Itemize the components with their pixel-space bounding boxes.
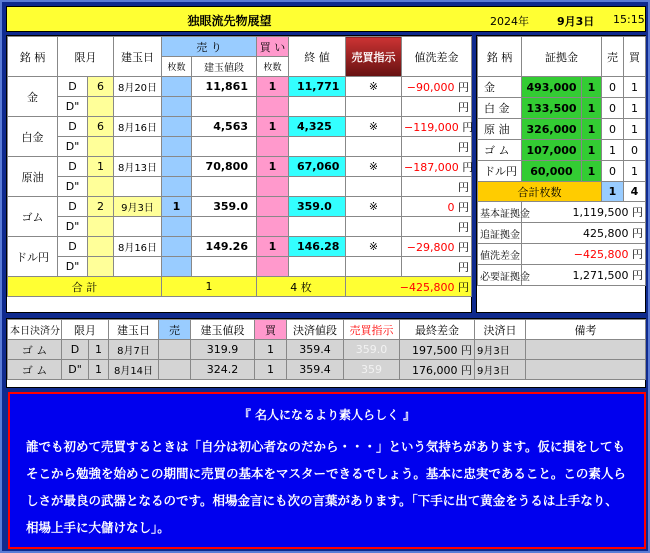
side-c1: 1 xyxy=(582,161,602,182)
row-name: 白金 xyxy=(8,117,58,157)
settled-header-signal: 売買指示 xyxy=(344,320,400,340)
row-diff-value: −187,000 xyxy=(404,160,459,174)
settled-diff xyxy=(400,340,475,360)
settled-yen: 円 xyxy=(461,363,472,377)
summary-label: 追証拠金 xyxy=(478,223,522,244)
settled-header-name: 本日決済分 xyxy=(8,320,62,340)
side-c3: 1 xyxy=(624,98,646,119)
summary-amount: 425,800 xyxy=(583,227,629,240)
row-month2 xyxy=(88,257,114,277)
side-name: 原 油 xyxy=(478,119,522,140)
side-c1: 1 xyxy=(582,77,602,98)
row-month2 xyxy=(88,97,114,117)
side-header-kai: 買 xyxy=(624,37,646,77)
side-margin: 60,000 xyxy=(522,161,582,182)
row-diff xyxy=(402,117,472,137)
total-label: 合 計 xyxy=(8,277,162,297)
row-gendo: D xyxy=(58,117,88,137)
settled-date: 8月7日 xyxy=(109,340,159,360)
settled-diff-value: 197,500 xyxy=(412,343,458,357)
side-margin: 133,500 xyxy=(522,98,582,119)
header-buy-count: 枚数 xyxy=(257,57,289,77)
row-month: 1 xyxy=(88,157,114,177)
row-price: 4,563 xyxy=(192,117,257,137)
header-sell-count: 枚数 xyxy=(162,57,192,77)
row-price2 xyxy=(192,137,257,157)
row-close: 359.0 xyxy=(289,197,346,217)
position-subrow xyxy=(8,257,472,277)
row-sell: 1 xyxy=(162,197,192,217)
side-margin: 326,000 xyxy=(522,119,582,140)
row-month2 xyxy=(88,217,114,237)
settled-settle: 359.4 xyxy=(287,340,344,360)
side-c1: 1 xyxy=(582,119,602,140)
row-sell xyxy=(162,77,192,97)
row-date2 xyxy=(114,257,162,277)
row-price: 70,800 xyxy=(192,157,257,177)
settled-header-gendo: 限月 xyxy=(62,320,109,340)
position-row xyxy=(8,237,472,257)
row-buy: 1 xyxy=(257,117,289,137)
row-sell2 xyxy=(162,177,192,197)
settled-table xyxy=(7,319,646,380)
header-diff: 値洗差金 xyxy=(402,37,472,77)
settled-date: 8月14日 xyxy=(109,360,159,380)
row-buy2 xyxy=(257,217,289,237)
summary-row xyxy=(478,202,646,223)
side-c2: 0 xyxy=(602,119,624,140)
row-diff-value: −29,800 xyxy=(406,240,455,254)
row-gendo: D xyxy=(58,197,88,217)
row-yen: 円 xyxy=(458,200,469,214)
row-buy2 xyxy=(257,97,289,117)
row-gendo2: D" xyxy=(58,257,88,277)
row-close: 4,325 xyxy=(289,117,346,137)
side-c3: 1 xyxy=(624,119,646,140)
settled-panel xyxy=(6,318,646,388)
summary-value xyxy=(522,244,646,265)
row-mark2 xyxy=(346,137,402,157)
margin-table xyxy=(477,36,646,320)
summary-amount: −425,800 xyxy=(573,248,629,261)
side-c2: 0 xyxy=(602,98,624,119)
date-year: 2024年 xyxy=(490,15,529,28)
row-month: 2 xyxy=(88,197,114,217)
row-diff2: 円 xyxy=(402,137,472,157)
margin-panel xyxy=(476,35,646,313)
row-close: 146.28 xyxy=(289,237,346,257)
row-sell2 xyxy=(162,257,192,277)
total-diff xyxy=(346,277,472,297)
row-month: 6 xyxy=(88,117,114,137)
margin-row xyxy=(478,77,646,98)
row-mark: ※ xyxy=(346,197,402,217)
settled-sell xyxy=(159,360,191,380)
settled-gendo: D xyxy=(62,340,89,360)
total-buy-value: 4 xyxy=(290,280,298,294)
row-date: 8月16日 xyxy=(114,117,162,137)
title-bar xyxy=(6,6,646,32)
margin-row xyxy=(478,98,646,119)
row-gendo2: D" xyxy=(58,177,88,197)
row-mark: ※ xyxy=(346,77,402,97)
summary-yen: 円 xyxy=(632,227,643,240)
row-mark: ※ xyxy=(346,117,402,137)
row-date: 9月3日 xyxy=(114,197,162,217)
settled-header-price: 建玉値段 xyxy=(191,320,255,340)
row-close2 xyxy=(289,137,346,157)
settled-month: 1 xyxy=(89,340,109,360)
row-month: 6 xyxy=(88,77,114,97)
signal-button[interactable]: 売買指示 xyxy=(346,37,402,77)
row-yen: 円 xyxy=(458,80,469,94)
row-close2 xyxy=(289,177,346,197)
side-name: 白 金 xyxy=(478,98,522,119)
summary-label: 基本証拠金 xyxy=(478,202,522,223)
summary-row xyxy=(478,265,646,286)
row-close: 11,771 xyxy=(289,77,346,97)
settled-sell xyxy=(159,340,191,360)
settled-yen: 円 xyxy=(461,343,472,357)
row-close2 xyxy=(289,257,346,277)
row-month2 xyxy=(88,137,114,157)
row-diff-value: −119,000 xyxy=(404,120,459,134)
row-sell xyxy=(162,157,192,177)
side-header-meigara: 銘 柄 xyxy=(478,37,522,77)
row-diff xyxy=(402,77,472,97)
summary-yen: 円 xyxy=(632,248,643,261)
positions-panel xyxy=(6,35,472,313)
row-gendo2: D" xyxy=(58,137,88,157)
settled-signal: 359.0 xyxy=(344,340,400,360)
side-name: ゴ ム xyxy=(478,140,522,161)
header-kai: 買 い xyxy=(257,37,289,57)
row-mark: ※ xyxy=(346,237,402,257)
row-month xyxy=(88,237,114,257)
summary-value xyxy=(522,223,646,244)
side-c3: 1 xyxy=(624,77,646,98)
row-diff-value: −90,000 xyxy=(406,80,455,94)
row-gendo: D xyxy=(58,77,88,97)
row-price2 xyxy=(192,217,257,237)
settled-sdate: 9月3日 xyxy=(475,360,526,380)
row-mark: ※ xyxy=(346,157,402,177)
settled-note xyxy=(526,340,646,360)
row-sell2 xyxy=(162,137,192,157)
summary-label: 必要証拠金 xyxy=(478,265,522,286)
row-price: 11,861 xyxy=(192,77,257,97)
position-subrow xyxy=(8,177,472,197)
settled-row xyxy=(8,360,646,380)
settled-settle: 359.4 xyxy=(287,360,344,380)
side-name: ドル円 xyxy=(478,161,522,182)
row-month2 xyxy=(88,177,114,197)
settled-buy: 1 xyxy=(255,360,287,380)
row-diff xyxy=(402,157,472,177)
header-uri: 売 り xyxy=(162,37,257,57)
settled-note xyxy=(526,360,646,380)
row-buy xyxy=(257,197,289,217)
header-close: 終 値 xyxy=(289,37,346,77)
settled-name: ゴ ム xyxy=(8,360,62,380)
row-buy: 1 xyxy=(257,157,289,177)
settled-month: 1 xyxy=(89,360,109,380)
row-date2 xyxy=(114,217,162,237)
row-name: 金 xyxy=(8,77,58,117)
row-buy2 xyxy=(257,257,289,277)
settled-price: 319.9 xyxy=(191,340,255,360)
header-tateprice: 建玉値段 xyxy=(192,57,257,77)
row-buy: 1 xyxy=(257,77,289,97)
row-gendo: D xyxy=(58,157,88,177)
settled-name: ゴ ム xyxy=(8,340,62,360)
settled-row xyxy=(8,340,646,360)
side-c2: 1 xyxy=(602,140,624,161)
settled-header-uri: 売 xyxy=(159,320,191,340)
row-mark2 xyxy=(346,257,402,277)
row-diff2: 円 xyxy=(402,257,472,277)
settled-header-note: 備考 xyxy=(526,320,646,340)
position-row xyxy=(8,117,472,137)
goukei-buy: 4 xyxy=(624,182,646,202)
row-name: ドル円 xyxy=(8,237,58,277)
summary-amount: 1,271,500 xyxy=(572,269,629,282)
settled-header-kai: 買 xyxy=(255,320,287,340)
row-diff2: 円 xyxy=(402,217,472,237)
settled-diff xyxy=(400,360,475,380)
total-unit: 枚 xyxy=(300,280,312,294)
row-sell xyxy=(162,237,192,257)
row-date2 xyxy=(114,137,162,157)
row-buy2 xyxy=(257,137,289,157)
row-price2 xyxy=(192,257,257,277)
time-label: 15:15 xyxy=(613,13,645,26)
row-diff xyxy=(402,237,472,257)
row-close: 67,060 xyxy=(289,157,346,177)
total-diff-value: −425,800 xyxy=(399,280,455,294)
row-sell2 xyxy=(162,217,192,237)
summary-row xyxy=(478,244,646,265)
row-diff2: 円 xyxy=(402,177,472,197)
summary-label: 値洗差金 xyxy=(478,244,522,265)
position-row xyxy=(8,197,472,217)
row-price2 xyxy=(192,177,257,197)
side-c1: 1 xyxy=(582,98,602,119)
summary-row xyxy=(478,223,646,244)
row-price: 149.26 xyxy=(192,237,257,257)
settled-header-settle: 決済値段 xyxy=(287,320,344,340)
summary-yen: 円 xyxy=(632,206,643,219)
side-c2: 0 xyxy=(602,161,624,182)
row-close2 xyxy=(289,217,346,237)
side-header-margin: 証拠金 xyxy=(522,37,602,77)
total-buy xyxy=(257,277,346,297)
side-c2: 0 xyxy=(602,77,624,98)
row-date2 xyxy=(114,97,162,117)
settled-header-sdate: 決済日 xyxy=(475,320,526,340)
side-blank xyxy=(478,286,646,320)
positions-table xyxy=(7,36,472,297)
quote-box xyxy=(8,392,646,549)
summary-amount: 1,119,500 xyxy=(572,206,629,219)
row-date: 8月16日 xyxy=(114,237,162,257)
goukei-label: 合計枚数 xyxy=(478,182,602,202)
side-name: 金 xyxy=(478,77,522,98)
side-c3: 0 xyxy=(624,140,646,161)
settled-header-diff: 最終差金 xyxy=(400,320,475,340)
position-row xyxy=(8,157,472,177)
row-yen: 円 xyxy=(462,120,474,134)
row-diff xyxy=(402,197,472,217)
position-subrow xyxy=(8,97,472,117)
row-sell2 xyxy=(162,97,192,117)
side-c1: 1 xyxy=(582,140,602,161)
summary-value xyxy=(522,265,646,286)
settled-price: 324.2 xyxy=(191,360,255,380)
row-date2 xyxy=(114,177,162,197)
row-price: 359.0 xyxy=(192,197,257,217)
date-md: 9月3日 xyxy=(557,15,595,28)
row-sell xyxy=(162,117,192,137)
position-subrow xyxy=(8,217,472,237)
row-price2 xyxy=(192,97,257,117)
margin-row xyxy=(478,161,646,182)
row-date: 8月13日 xyxy=(114,157,162,177)
header-gendo: 限月 xyxy=(58,37,114,77)
header-meigara: 銘 柄 xyxy=(8,37,58,77)
summary-value xyxy=(522,202,646,223)
row-close2 xyxy=(289,97,346,117)
row-buy2 xyxy=(257,177,289,197)
total-sell: 1 xyxy=(162,277,257,297)
margin-row xyxy=(478,140,646,161)
row-mark2 xyxy=(346,97,402,117)
position-subrow xyxy=(8,137,472,157)
row-gendo2: D" xyxy=(58,97,88,117)
quote-body: 誰でも初めて売買するときは「自分は初心者なのだから・・・」という気持ちがあります。仮に損をしてもそこから勉強を始めこの期間に売買の基本をマスターできるでしょう。基本に忠実であること。この素人らしさが最良の武器となるのです。相場金言にも次の言葉があります。「下手に出て黄金をうるは上手なり、相場上手に大儲けなし」。 xyxy=(26,439,626,535)
settled-buy: 1 xyxy=(255,340,287,360)
settled-sdate: 9月3日 xyxy=(475,340,526,360)
row-yen: 円 xyxy=(458,240,469,254)
side-c3: 1 xyxy=(624,161,646,182)
header-tateday: 建玉日 xyxy=(114,37,162,77)
row-diff2: 円 xyxy=(402,97,472,117)
row-yen: 円 xyxy=(462,160,474,174)
quote-heading: 『 名人になるより素人らしく 』 xyxy=(238,408,416,422)
settled-diff-value: 176,000 xyxy=(412,363,458,377)
position-row xyxy=(8,77,472,97)
goukei-sell: 1 xyxy=(602,182,624,202)
row-gendo2: D" xyxy=(58,217,88,237)
settled-gendo: D" xyxy=(62,360,89,380)
row-date: 8月20日 xyxy=(114,77,162,97)
row-buy: 1 xyxy=(257,237,289,257)
page-title: 独眼流先物展望 xyxy=(187,14,272,28)
side-margin: 493,000 xyxy=(522,77,582,98)
row-mark2 xyxy=(346,217,402,237)
total-yen: 円 xyxy=(458,280,469,294)
row-diff-value: 0 xyxy=(447,200,455,214)
side-margin: 107,000 xyxy=(522,140,582,161)
side-header-uri: 売 xyxy=(602,37,624,77)
settled-header-date: 建玉日 xyxy=(109,320,159,340)
row-name: 原油 xyxy=(8,157,58,197)
row-name: ゴム xyxy=(8,197,58,237)
settled-signal: 359 xyxy=(344,360,400,380)
row-mark2 xyxy=(346,177,402,197)
summary-yen: 円 xyxy=(632,269,643,282)
row-gendo: D xyxy=(58,237,88,257)
margin-row xyxy=(478,119,646,140)
